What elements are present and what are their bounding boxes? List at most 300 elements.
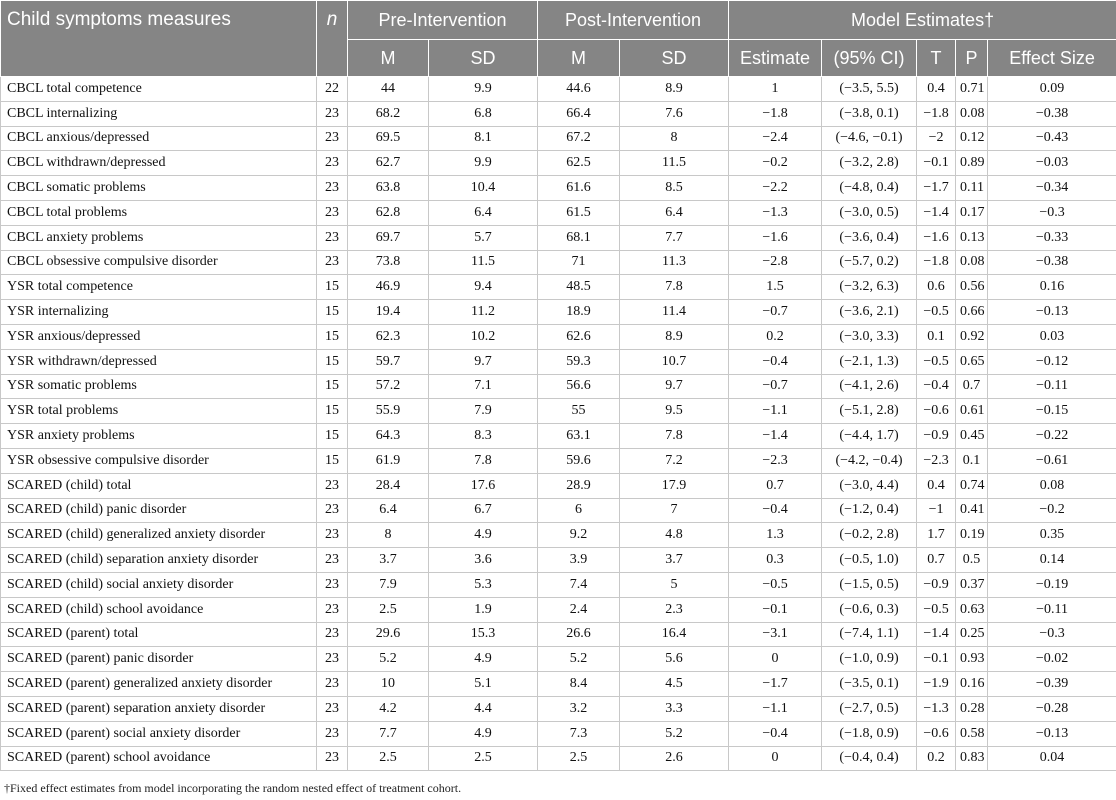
t-cell: −0.9 (917, 572, 956, 597)
measure-cell: YSR total problems (1, 399, 317, 424)
measures-header: Child symptoms measures (1, 1, 317, 77)
table-row (1, 101, 1116, 126)
measure-cell: SCARED (parent) social anxiety disorder (1, 721, 317, 746)
pre-sd-cell: 4.4 (429, 696, 538, 721)
effect-size-cell: −0.15 (988, 399, 1116, 424)
table-row (1, 399, 1116, 424)
n-cell: 15 (317, 448, 348, 473)
p-cell: 0.17 (956, 200, 988, 225)
post-sd-cell: 7.8 (620, 424, 729, 449)
post-m-cell: 9.2 (538, 523, 620, 548)
effect-size-cell: −0.12 (988, 349, 1116, 374)
estimate-cell: −1.1 (729, 696, 822, 721)
pre-sd-cell: 1.9 (429, 597, 538, 622)
post-m-cell: 63.1 (538, 424, 620, 449)
pre-m-cell: 55.9 (348, 399, 429, 424)
t-cell: −1.4 (917, 200, 956, 225)
effect-size-cell: −0.2 (988, 498, 1116, 523)
pre-sd-cell: 5.3 (429, 572, 538, 597)
pre-m-cell: 7.9 (348, 572, 429, 597)
n-cell: 23 (317, 473, 348, 498)
post-m-cell: 7.3 (538, 721, 620, 746)
pre-m-cell: 59.7 (348, 349, 429, 374)
measure-cell: SCARED (parent) school avoidance (1, 746, 317, 771)
n-cell: 15 (317, 300, 348, 325)
table-row (1, 151, 1116, 176)
ci-cell: (−5.1, 2.8) (822, 399, 917, 424)
p-cell: 0.65 (956, 349, 988, 374)
post-sd-cell: 17.9 (620, 473, 729, 498)
p-cell: 0.58 (956, 721, 988, 746)
effect-size-cell: 0.14 (988, 548, 1116, 573)
post-sd-cell: 7.2 (620, 448, 729, 473)
effect-size-cell: −0.33 (988, 225, 1116, 250)
n-cell: 22 (317, 77, 348, 102)
n-cell: 23 (317, 126, 348, 151)
table-row (1, 77, 1116, 102)
estimate-cell: 0 (729, 746, 822, 771)
ci-cell: (−1.2, 0.4) (822, 498, 917, 523)
table-row (1, 746, 1116, 771)
effect-size-cell: 0.03 (988, 324, 1116, 349)
effect-size-cell: −0.3 (988, 200, 1116, 225)
estimate-cell: −0.7 (729, 374, 822, 399)
post-m-cell: 67.2 (538, 126, 620, 151)
n-cell: 23 (317, 523, 348, 548)
estimate-cell: −0.4 (729, 498, 822, 523)
n-cell: 23 (317, 647, 348, 672)
n-cell: 23 (317, 101, 348, 126)
estimate-cell: −0.1 (729, 597, 822, 622)
t-cell: −2.3 (917, 448, 956, 473)
pre-sd-cell: 10.2 (429, 324, 538, 349)
effect-size-cell: −0.19 (988, 572, 1116, 597)
table-row (1, 597, 1116, 622)
post-intervention-header: Post-Intervention (538, 1, 729, 40)
table-row (1, 349, 1116, 374)
table-row (1, 548, 1116, 573)
p-cell: 0.74 (956, 473, 988, 498)
measure-cell: YSR anxiety problems (1, 424, 317, 449)
ci-cell: (−3.0, 3.3) (822, 324, 917, 349)
effect-size-cell: 0.35 (988, 523, 1116, 548)
pre-sd-cell: 11.5 (429, 250, 538, 275)
post-m-cell: 2.4 (538, 597, 620, 622)
post-m-cell: 62.6 (538, 324, 620, 349)
n-cell: 23 (317, 622, 348, 647)
post-m-cell: 68.1 (538, 225, 620, 250)
p-cell: 0.83 (956, 746, 988, 771)
t-cell: −1.6 (917, 225, 956, 250)
p-cell: 0.08 (956, 250, 988, 275)
pre-m-cell: 62.8 (348, 200, 429, 225)
post-sd-cell: 9.7 (620, 374, 729, 399)
pre-intervention-header: Pre-Intervention (348, 1, 538, 40)
estimate-cell: −1.6 (729, 225, 822, 250)
t-cell: 0.7 (917, 548, 956, 573)
post-sd-cell: 5.2 (620, 721, 729, 746)
pre-m-cell: 6.4 (348, 498, 429, 523)
n-cell: 15 (317, 424, 348, 449)
pre-m-cell: 2.5 (348, 746, 429, 771)
post-sd-cell: 8 (620, 126, 729, 151)
pre-m-cell: 2.5 (348, 597, 429, 622)
post-sd-cell: 7.8 (620, 275, 729, 300)
pre-sd-cell: 5.1 (429, 672, 538, 697)
post-sd-cell: 3.7 (620, 548, 729, 573)
post-m-cell: 66.4 (538, 101, 620, 126)
measure-cell: YSR internalizing (1, 300, 317, 325)
p-cell: 0.1 (956, 448, 988, 473)
ci-cell: (−3.5, 0.1) (822, 672, 917, 697)
post-m-cell: 18.9 (538, 300, 620, 325)
post-m-cell: 48.5 (538, 275, 620, 300)
post-sd-cell: 11.3 (620, 250, 729, 275)
effect-size-cell: −0.28 (988, 696, 1116, 721)
n-cell: 23 (317, 151, 348, 176)
pre-sd-cell: 9.9 (429, 77, 538, 102)
t-cell: −0.6 (917, 399, 956, 424)
pre-sd-cell: 8.3 (429, 424, 538, 449)
t-cell: 1.7 (917, 523, 956, 548)
n-cell: 23 (317, 250, 348, 275)
ci-cell: (−3.6, 0.4) (822, 225, 917, 250)
p-cell: 0.61 (956, 399, 988, 424)
p-cell: 0.66 (956, 300, 988, 325)
t-cell: −0.9 (917, 424, 956, 449)
ci-cell: (−0.5, 1.0) (822, 548, 917, 573)
n-cell: 23 (317, 548, 348, 573)
measure-cell: CBCL withdrawn/depressed (1, 151, 317, 176)
post-m-cell: 59.3 (538, 349, 620, 374)
table-body (1, 77, 1116, 771)
effect-size-cell: −0.11 (988, 597, 1116, 622)
estimate-cell: 0.2 (729, 324, 822, 349)
pre-sd-cell: 4.9 (429, 721, 538, 746)
n-cell: 15 (317, 399, 348, 424)
estimate-cell: 0.7 (729, 473, 822, 498)
t-cell: −2 (917, 126, 956, 151)
pre-sd-cell: 6.7 (429, 498, 538, 523)
estimate-cell: −3.1 (729, 622, 822, 647)
n-cell: 23 (317, 572, 348, 597)
n-cell: 15 (317, 349, 348, 374)
pre-sd-cell: 11.2 (429, 300, 538, 325)
pre-m-cell: 62.7 (348, 151, 429, 176)
ci-header: (95% CI) (822, 40, 917, 77)
t-cell: −0.5 (917, 597, 956, 622)
estimate-cell: −0.2 (729, 151, 822, 176)
p-cell: 0.25 (956, 622, 988, 647)
pre-m-cell: 61.9 (348, 448, 429, 473)
pre-m-cell: 62.3 (348, 324, 429, 349)
pre-m-cell: 29.6 (348, 622, 429, 647)
measure-cell: SCARED (child) social anxiety disorder (1, 572, 317, 597)
t-cell: −1.4 (917, 622, 956, 647)
effect-size-cell: 0.08 (988, 473, 1116, 498)
table-row (1, 424, 1116, 449)
pre-m-cell: 44 (348, 77, 429, 102)
post-sd-cell: 8.5 (620, 176, 729, 201)
effect-size-cell: −0.02 (988, 647, 1116, 672)
p-cell: 0.56 (956, 275, 988, 300)
t-cell: −1.9 (917, 672, 956, 697)
t-cell: −1.7 (917, 176, 956, 201)
p-header: P (956, 40, 988, 77)
effect-size-cell: −0.39 (988, 672, 1116, 697)
pre-m-cell: 7.7 (348, 721, 429, 746)
pre-sd-cell: 10.4 (429, 176, 538, 201)
table-row (1, 300, 1116, 325)
post-m-cell: 61.5 (538, 200, 620, 225)
pre-sd-cell: 8.1 (429, 126, 538, 151)
pre-m-cell: 28.4 (348, 473, 429, 498)
p-cell: 0.45 (956, 424, 988, 449)
table-row (1, 523, 1116, 548)
measure-cell: SCARED (child) school avoidance (1, 597, 317, 622)
post-sd-cell: 5.6 (620, 647, 729, 672)
measure-cell: YSR anxious/depressed (1, 324, 317, 349)
effect-size-cell: −0.11 (988, 374, 1116, 399)
ci-cell: (−3.2, 2.8) (822, 151, 917, 176)
t-cell: 0.4 (917, 473, 956, 498)
post-m-cell: 61.6 (538, 176, 620, 201)
pre-m-cell: 69.7 (348, 225, 429, 250)
estimate-cell: −2.3 (729, 448, 822, 473)
pre-sd-cell: 7.1 (429, 374, 538, 399)
table-row (1, 473, 1116, 498)
effect-size-cell: 0.09 (988, 77, 1116, 102)
ci-cell: (−0.6, 0.3) (822, 597, 917, 622)
post-sd-cell: 7 (620, 498, 729, 523)
pre-m-cell: 5.2 (348, 647, 429, 672)
t-cell: 0.4 (917, 77, 956, 102)
t-cell: −0.1 (917, 151, 956, 176)
table-row (1, 448, 1116, 473)
effect-size-cell: −0.3 (988, 622, 1116, 647)
estimate-cell: −1.8 (729, 101, 822, 126)
ci-cell: (−3.6, 2.1) (822, 300, 917, 325)
post-m-cell: 44.6 (538, 77, 620, 102)
estimate-cell: −2.4 (729, 126, 822, 151)
n-cell: 23 (317, 597, 348, 622)
ci-cell: (−4.8, 0.4) (822, 176, 917, 201)
n-cell: 23 (317, 672, 348, 697)
n-cell: 23 (317, 176, 348, 201)
post-m-cell: 28.9 (538, 473, 620, 498)
t-cell: 0.2 (917, 746, 956, 771)
measure-cell: SCARED (parent) generalized anxiety disorder (1, 672, 317, 697)
post-m-cell: 2.5 (538, 746, 620, 771)
pre-sd-cell: 4.9 (429, 647, 538, 672)
table-row (1, 275, 1116, 300)
pre-sd-cell: 7.8 (429, 448, 538, 473)
measure-cell: SCARED (child) total (1, 473, 317, 498)
table-footnote: †Fixed effect estimates from model incorporating the random nested effect of treatment cohort. (4, 781, 462, 795)
table-row (1, 647, 1116, 672)
ci-cell: (−2.1, 1.3) (822, 349, 917, 374)
n-cell: 23 (317, 498, 348, 523)
ci-cell: (−4.2, −0.4) (822, 448, 917, 473)
measure-cell: CBCL anxiety problems (1, 225, 317, 250)
post-sd-cell: 6.4 (620, 200, 729, 225)
post-sd-cell: 11.5 (620, 151, 729, 176)
effect-size-cell: 0.04 (988, 746, 1116, 771)
table-row (1, 126, 1116, 151)
t-cell: 0.6 (917, 275, 956, 300)
measure-cell: CBCL internalizing (1, 101, 317, 126)
t-cell: −1.3 (917, 696, 956, 721)
ci-cell: (−3.2, 6.3) (822, 275, 917, 300)
post-m-cell: 5.2 (538, 647, 620, 672)
p-cell: 0.5 (956, 548, 988, 573)
effect-size-cell: −0.38 (988, 101, 1116, 126)
post-sd-cell: 16.4 (620, 622, 729, 647)
pre-sd-cell: 9.9 (429, 151, 538, 176)
estimate-cell: −1.4 (729, 424, 822, 449)
pre-sd-cell: 3.6 (429, 548, 538, 573)
ci-cell: (−1.5, 0.5) (822, 572, 917, 597)
n-cell: 15 (317, 374, 348, 399)
ci-cell: (−1.8, 0.9) (822, 721, 917, 746)
effect-size-cell: −0.43 (988, 126, 1116, 151)
t-cell: −1 (917, 498, 956, 523)
post-sd-cell: 4.8 (620, 523, 729, 548)
ci-cell: (−5.7, 0.2) (822, 250, 917, 275)
p-cell: 0.19 (956, 523, 988, 548)
post-m-cell: 59.6 (538, 448, 620, 473)
p-cell: 0.12 (956, 126, 988, 151)
t-cell: −0.1 (917, 647, 956, 672)
pre-m-cell: 69.5 (348, 126, 429, 151)
post-m-header: M (538, 40, 620, 77)
table-row (1, 672, 1116, 697)
estimate-cell: −0.4 (729, 721, 822, 746)
estimate-cell: −1.3 (729, 200, 822, 225)
table-row (1, 622, 1116, 647)
t-cell: −0.5 (917, 300, 956, 325)
pre-m-header: M (348, 40, 429, 77)
table-row (1, 200, 1116, 225)
p-cell: 0.63 (956, 597, 988, 622)
p-cell: 0.89 (956, 151, 988, 176)
effect-size-cell: −0.03 (988, 151, 1116, 176)
post-m-cell: 55 (538, 399, 620, 424)
pre-m-cell: 68.2 (348, 101, 429, 126)
pre-m-cell: 8 (348, 523, 429, 548)
measure-cell: CBCL obsessive compulsive disorder (1, 250, 317, 275)
measure-cell: YSR obsessive compulsive disorder (1, 448, 317, 473)
post-m-cell: 8.4 (538, 672, 620, 697)
post-m-cell: 3.9 (538, 548, 620, 573)
ci-cell: (−3.0, 4.4) (822, 473, 917, 498)
measure-cell: CBCL total problems (1, 200, 317, 225)
pre-sd-cell: 17.6 (429, 473, 538, 498)
n-cell: 23 (317, 696, 348, 721)
p-cell: 0.28 (956, 696, 988, 721)
measure-cell: CBCL total competence (1, 77, 317, 102)
post-m-cell: 26.6 (538, 622, 620, 647)
post-sd-cell: 8.9 (620, 324, 729, 349)
estimate-cell: −2.8 (729, 250, 822, 275)
estimate-cell: 1.5 (729, 275, 822, 300)
post-m-cell: 62.5 (538, 151, 620, 176)
t-cell: 0.1 (917, 324, 956, 349)
measure-cell: CBCL somatic problems (1, 176, 317, 201)
pre-m-cell: 4.2 (348, 696, 429, 721)
n-header: n (317, 1, 348, 77)
measure-cell: YSR total competence (1, 275, 317, 300)
model-estimates-header: Model Estimates† (729, 1, 1116, 40)
table-row (1, 498, 1116, 523)
n-cell: 15 (317, 324, 348, 349)
estimate-cell: −0.7 (729, 300, 822, 325)
post-sd-cell: 5 (620, 572, 729, 597)
header-row-groups (1, 1, 1116, 40)
t-cell: −0.5 (917, 349, 956, 374)
table-row (1, 176, 1116, 201)
ci-cell: (−1.0, 0.9) (822, 647, 917, 672)
pre-m-cell: 63.8 (348, 176, 429, 201)
p-cell: 0.13 (956, 225, 988, 250)
table-row (1, 225, 1116, 250)
pre-m-cell: 46.9 (348, 275, 429, 300)
pre-m-cell: 10 (348, 672, 429, 697)
effect-size-cell: −0.13 (988, 721, 1116, 746)
post-m-cell: 56.6 (538, 374, 620, 399)
estimate-cell: 0 (729, 647, 822, 672)
estimate-cell: −1.1 (729, 399, 822, 424)
p-cell: 0.16 (956, 672, 988, 697)
t-cell: −0.6 (917, 721, 956, 746)
ci-cell: (−3.5, 5.5) (822, 77, 917, 102)
ci-cell: (−4.6, −0.1) (822, 126, 917, 151)
effect-size-cell: −0.61 (988, 448, 1116, 473)
pre-sd-cell: 6.8 (429, 101, 538, 126)
effect-size-cell: −0.13 (988, 300, 1116, 325)
pre-m-cell: 73.8 (348, 250, 429, 275)
pre-sd-cell: 9.7 (429, 349, 538, 374)
post-m-cell: 6 (538, 498, 620, 523)
p-cell: 0.41 (956, 498, 988, 523)
n-cell: 23 (317, 225, 348, 250)
table-header (1, 1, 1116, 77)
measure-cell: YSR withdrawn/depressed (1, 349, 317, 374)
ci-cell: (−4.4, 1.7) (822, 424, 917, 449)
pre-m-cell: 64.3 (348, 424, 429, 449)
measure-cell: CBCL anxious/depressed (1, 126, 317, 151)
effect-size-header: Effect Size (988, 40, 1116, 77)
post-sd-cell: 9.5 (620, 399, 729, 424)
pre-sd-cell: 15.3 (429, 622, 538, 647)
measure-cell: SCARED (parent) total (1, 622, 317, 647)
post-m-cell: 71 (538, 250, 620, 275)
post-m-cell: 7.4 (538, 572, 620, 597)
measure-cell: SCARED (parent) separation anxiety disorder (1, 696, 317, 721)
ci-cell: (−3.8, 0.1) (822, 101, 917, 126)
table-row (1, 324, 1116, 349)
estimate-header: Estimate (729, 40, 822, 77)
effect-size-cell: −0.38 (988, 250, 1116, 275)
n-cell: 23 (317, 200, 348, 225)
p-cell: 0.7 (956, 374, 988, 399)
measure-cell: SCARED (parent) panic disorder (1, 647, 317, 672)
n-cell: 23 (317, 746, 348, 771)
post-sd-cell: 2.6 (620, 746, 729, 771)
p-cell: 0.11 (956, 176, 988, 201)
n-cell: 15 (317, 275, 348, 300)
estimate-cell: 1 (729, 77, 822, 102)
